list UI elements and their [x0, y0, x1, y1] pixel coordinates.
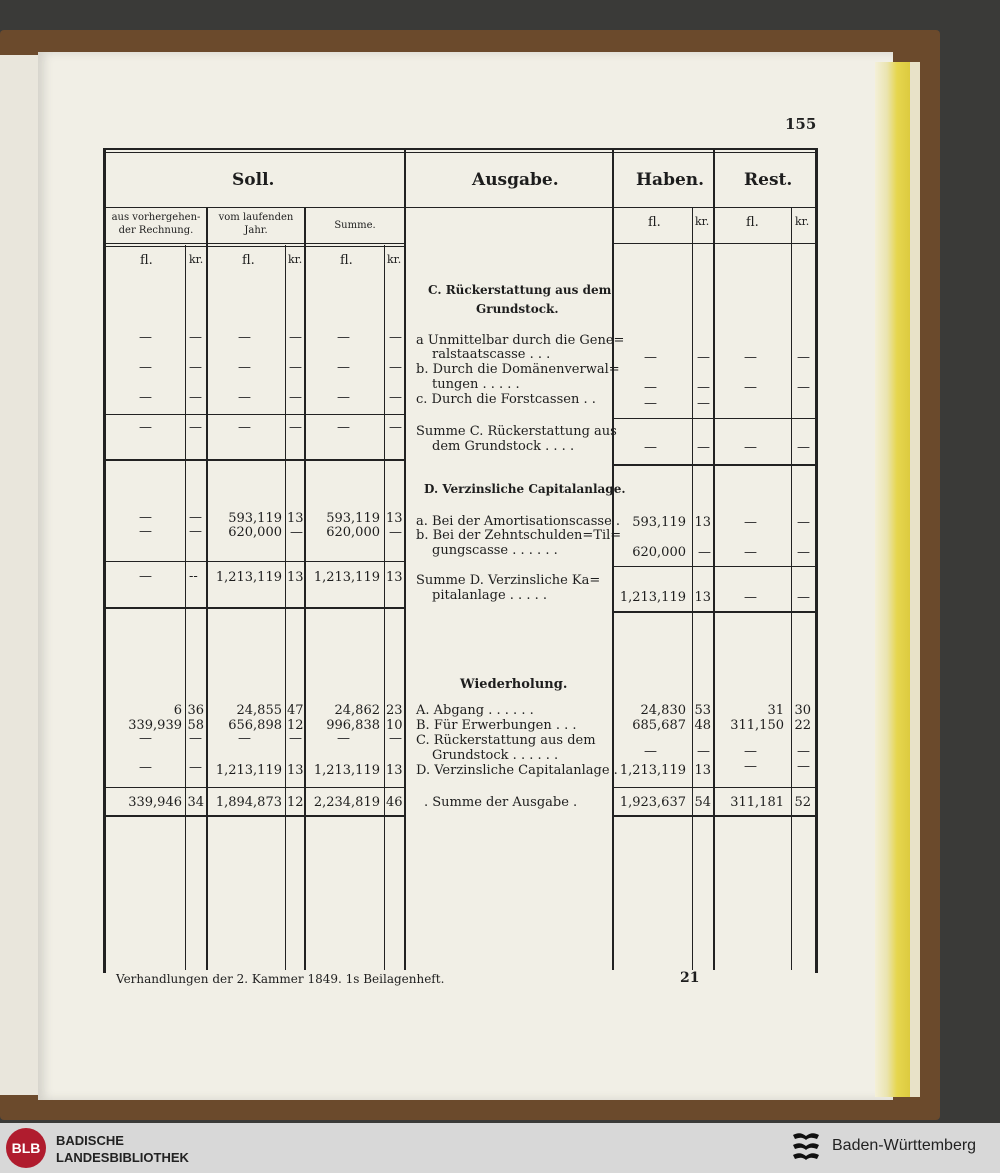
unit-kr: kr. [795, 215, 810, 228]
row-label: a. Bei der Amortisationscasse . [416, 514, 621, 529]
dash: — [139, 569, 152, 584]
cell-value: 58 [187, 718, 204, 733]
dash: — [139, 510, 152, 525]
dash: — [697, 380, 710, 395]
cell-value: 593,119 [228, 511, 282, 526]
cell-value: 48 [694, 718, 711, 733]
dash: — [189, 731, 202, 746]
cell-value: 13 [386, 511, 403, 526]
dash: — [697, 396, 710, 411]
dash: — [337, 360, 350, 375]
row-label: b. Bei der Zehntschulden=Til= [416, 528, 622, 543]
section-rule [105, 607, 405, 609]
dash: — [797, 759, 810, 774]
page-number: 155 [785, 115, 817, 133]
dash: — [139, 390, 152, 405]
signature-mark: 21 [680, 970, 700, 986]
cell-value: 311,150 [730, 718, 784, 733]
cell-value: 12 [287, 718, 304, 733]
section-d-title: D. Verzinsliche Capitalanlage. [424, 482, 626, 496]
dash: — [797, 590, 810, 605]
dash: — [644, 440, 657, 455]
dash: — [238, 420, 251, 435]
blb-line2: LANDESBIBLIOTHEK [56, 1150, 189, 1165]
dash: — [797, 380, 810, 395]
dash: — [139, 360, 152, 375]
row-label: c. Durch die Forstcassen . . [416, 392, 596, 407]
dash: — [139, 330, 152, 345]
row-label: dem Grundstock . . . . [432, 439, 575, 454]
row-label: C. Rückerstattung aus dem [416, 733, 596, 748]
row-label: Summe D. Verzinsliche Ka= [416, 573, 601, 588]
dash: — [289, 420, 302, 435]
wiederholung-title: Wiederholung. [460, 677, 568, 692]
dash: — [797, 440, 810, 455]
dash: — [644, 380, 657, 395]
cell-value: 593,119 [326, 511, 380, 526]
unit-kr: kr. [288, 253, 303, 266]
cell-value: 6 [173, 703, 182, 718]
cell-value: — [290, 525, 303, 540]
dash: — [289, 390, 302, 405]
dash: — [238, 390, 251, 405]
row-label: Grundstock . . . . . . [432, 748, 559, 763]
header-aus-vorhergehenden: aus vorhergehen-der Rechnung. [111, 212, 201, 236]
unit-fl: fl. [242, 253, 255, 268]
dash: — [189, 330, 202, 345]
cell-value: 1,213,119 [313, 570, 380, 585]
cell-value: 339,946 [128, 795, 182, 810]
section-rule [614, 464, 816, 466]
cell-value: 13 [386, 763, 403, 778]
cell-value: 1,213,119 [313, 763, 380, 778]
header-rule [105, 207, 817, 208]
col-sep [304, 208, 306, 970]
dash: — [189, 390, 202, 405]
row-label: tungen . . . . . [432, 377, 520, 392]
cell-value: 996,838 [326, 718, 380, 733]
col-sep [791, 208, 792, 970]
cell-value: 620,000 [326, 525, 380, 540]
cell-value: 311,181 [730, 795, 784, 810]
dash: — [337, 390, 350, 405]
dash: — [744, 380, 757, 395]
dash: — [644, 744, 657, 759]
col-sep [612, 150, 614, 970]
cell-value: 53 [694, 703, 711, 718]
dash: — [744, 350, 757, 365]
header-summe: Summe. [334, 220, 376, 231]
blb-logo-icon[interactable] [6, 1128, 46, 1168]
cell-value: 620,000 [228, 525, 282, 540]
dash: — [189, 760, 202, 775]
col-sep [206, 208, 208, 970]
subheader-rule [105, 243, 405, 244]
row-label: D. Verzinsliche Capitalanlage . [416, 763, 618, 778]
total-rule [105, 815, 405, 817]
baden-wuerttemberg-label[interactable]: Baden-Württemberg [832, 1137, 977, 1154]
cell-value: 23 [386, 703, 403, 718]
page-edge-outer [910, 62, 920, 1097]
dash: — [289, 330, 302, 345]
cell-value: — [698, 545, 711, 560]
dash: — [238, 731, 251, 746]
row-label: gungscasse . . . . . . [432, 543, 558, 558]
cell-value: 2,234,819 [313, 795, 380, 810]
dash: — [644, 350, 657, 365]
cell-value: 339,939 [128, 718, 182, 733]
dash: — [389, 390, 402, 405]
subheader-rule [105, 246, 405, 247]
col-sep [713, 150, 715, 970]
cell-value: 34 [187, 795, 204, 810]
cell-value: 685,687 [632, 718, 686, 733]
dash: — [389, 731, 402, 746]
header-ausgabe: Ausgabe. [472, 170, 559, 190]
header-soll: Soll. [232, 170, 275, 190]
baden-wuerttemberg-lions-icon [790, 1131, 822, 1165]
unit-kr: kr. [189, 253, 204, 266]
cell-value: 1,923,637 [619, 795, 686, 810]
dash: — [139, 731, 152, 746]
dash: — [337, 420, 350, 435]
cell-value: 24,855 [236, 703, 282, 718]
row-label: pitalanlage . . . . . [432, 588, 547, 603]
cell-value: 31 [767, 703, 784, 718]
left-page-edge [0, 55, 40, 1095]
col-sep [692, 208, 693, 970]
cell-value: 36 [187, 703, 204, 718]
dash: — [238, 360, 251, 375]
dash: — [238, 330, 251, 345]
cell-value: 47 [287, 703, 304, 718]
cell-value: 620,000 [632, 545, 686, 560]
dash: — [389, 420, 402, 435]
row-label: a Unmittelbar durch die Gene= [416, 333, 625, 348]
row-label: Summe C. Rückerstattung aus [416, 424, 617, 439]
cell-value: 13 [694, 515, 711, 530]
unit-fl: fl. [340, 253, 353, 268]
cell-value: 10 [386, 718, 403, 733]
cell-value: 13 [694, 590, 711, 605]
cell-value: -- [189, 569, 198, 584]
dash: — [389, 330, 402, 345]
cell-value: 1,213,119 [215, 570, 282, 585]
table-border-right [815, 148, 818, 973]
dash: — [744, 515, 757, 530]
unit-fl: fl. [140, 253, 153, 268]
dash: — [289, 731, 302, 746]
row-label: b. Durch die Domänenverwal= [416, 362, 620, 377]
cell-value: 656,898 [228, 718, 282, 733]
cell-value: 46 [386, 795, 403, 810]
dash: — [337, 731, 350, 746]
dash: — [139, 420, 152, 435]
dash: — [797, 545, 810, 560]
cell-value: — [389, 525, 402, 540]
dash: — [189, 524, 202, 539]
unit-kr: kr. [695, 215, 710, 228]
row-label: ralstaatscasse . . . [432, 347, 551, 362]
cell-value: 54 [694, 795, 711, 810]
blb-badge-text: BLB [11, 1140, 41, 1156]
cell-value: 13 [287, 511, 304, 526]
cell-value: 22 [794, 718, 811, 733]
row-label: B. Für Erwerbungen . . . [416, 718, 577, 733]
dash: — [289, 360, 302, 375]
header-haben: Haben. [636, 170, 705, 190]
dash: — [744, 440, 757, 455]
row-rule [105, 787, 405, 788]
page-edge-gilt [875, 62, 915, 1097]
dash: — [139, 524, 152, 539]
cell-value: 593,119 [632, 515, 686, 530]
header-rest: Rest. [744, 170, 793, 190]
blb-line1: BADISCHE [56, 1133, 124, 1148]
unit-kr: kr. [387, 253, 402, 266]
cell-value: 52 [794, 795, 811, 810]
dash: — [139, 760, 152, 775]
cell-value: 1,213,119 [619, 590, 686, 605]
dash: — [697, 744, 710, 759]
cell-value: 13 [694, 763, 711, 778]
blb-name[interactable] [56, 1132, 189, 1166]
row-label: . Summe der Ausgabe . [424, 795, 578, 810]
dash: — [697, 350, 710, 365]
cell-value: 1,894,873 [215, 795, 282, 810]
dash: — [644, 396, 657, 411]
row-rule [614, 566, 816, 567]
col-sep [404, 150, 406, 970]
unit-fl: fl. [746, 215, 759, 230]
dash: — [744, 759, 757, 774]
dash: — [744, 590, 757, 605]
section-rule [614, 611, 816, 613]
dash: — [797, 350, 810, 365]
cell-value: 13 [287, 763, 304, 778]
dash: — [189, 360, 202, 375]
cell-value: 13 [386, 570, 403, 585]
section-c-title: C. Rückerstattung aus dem [428, 283, 612, 297]
cell-value: 1,213,119 [619, 763, 686, 778]
cell-value: 13 [287, 570, 304, 585]
row-rule [614, 418, 816, 419]
section-c-title: Grundstock. [476, 302, 559, 316]
unit-fl: fl. [648, 215, 661, 230]
page-footer-text: Verhandlungen der 2. Kammer 1849. 1s Beilagenheft. [116, 972, 445, 986]
cell-value: 24,862 [334, 703, 380, 718]
row-rule [105, 561, 405, 562]
dash: — [744, 545, 757, 560]
table-top-rule [103, 152, 818, 153]
total-rule [614, 815, 816, 817]
branding-bar [0, 1123, 1000, 1173]
row-rule [614, 787, 816, 788]
cell-value: 1,213,119 [215, 763, 282, 778]
cell-value: 24,830 [640, 703, 686, 718]
dash: — [744, 744, 757, 759]
row-rule [105, 414, 405, 415]
dash: — [797, 515, 810, 530]
header-vom-laufenden: vom laufenden Jahr. [218, 212, 294, 236]
dash: — [189, 510, 202, 525]
dash: — [389, 360, 402, 375]
dash: — [189, 420, 202, 435]
dash: — [797, 744, 810, 759]
dash: — [697, 440, 710, 455]
cell-value: 30 [794, 703, 811, 718]
table-top-rule [103, 148, 818, 150]
cell-value: 12 [287, 795, 304, 810]
dash: — [337, 330, 350, 345]
section-rule [105, 459, 405, 461]
row-label: A. Abgang . . . . . . [416, 703, 534, 718]
subheader-rule [614, 243, 816, 244]
